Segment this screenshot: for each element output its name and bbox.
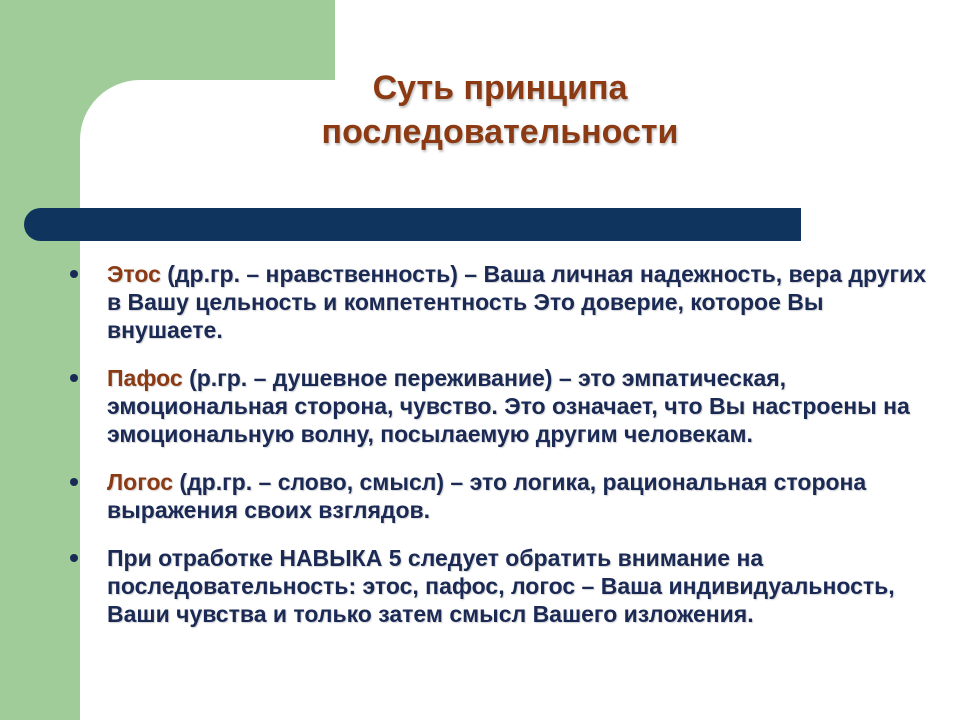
title-divider-bar (24, 208, 801, 241)
slide-title (230, 66, 770, 154)
bullet-item-pathos (70, 364, 930, 448)
title-line-1: Суть принципа (372, 69, 628, 107)
bullet-term: Этос (107, 261, 161, 287)
bullet-dot-icon (70, 374, 78, 382)
bullet-text: При отработке НАВЫКА 5 следует обратить внимание на последовательность: этос, пафос, логос – Ваша индивидуальность, Ваши чувства и только затем смысл Вашего изложения. (107, 545, 895, 627)
bullet-text: (р.гр. – душевное переживание) – это эмпатическая, эмоциональная сторона, чувство. Это означает, что Вы настроены на эмоциональную волну, посылаемую другим человекам. (107, 365, 910, 447)
bullet-item-ethos (70, 260, 930, 344)
bullet-term: Пафос (107, 365, 183, 391)
bullet-dot-icon (70, 478, 78, 486)
bullet-text: (др.гр. – слово, смысл) – это логика, рациональная сторона выражения своих взглядов. (107, 469, 867, 523)
bullet-term: Логос (107, 469, 174, 495)
bullet-item-skill-5 (70, 544, 930, 628)
bullet-dot-icon (70, 270, 78, 278)
bullet-list (70, 260, 930, 648)
bullet-dot-icon (70, 554, 78, 562)
bullet-text: (др.гр. – нравственность) – Ваша личная надежность, вера других в Вашу цельность и компетентность Это доверие, которое Вы внушаете. (107, 261, 927, 343)
title-line-2: последовательности (321, 113, 679, 151)
bullet-item-logos (70, 468, 930, 524)
